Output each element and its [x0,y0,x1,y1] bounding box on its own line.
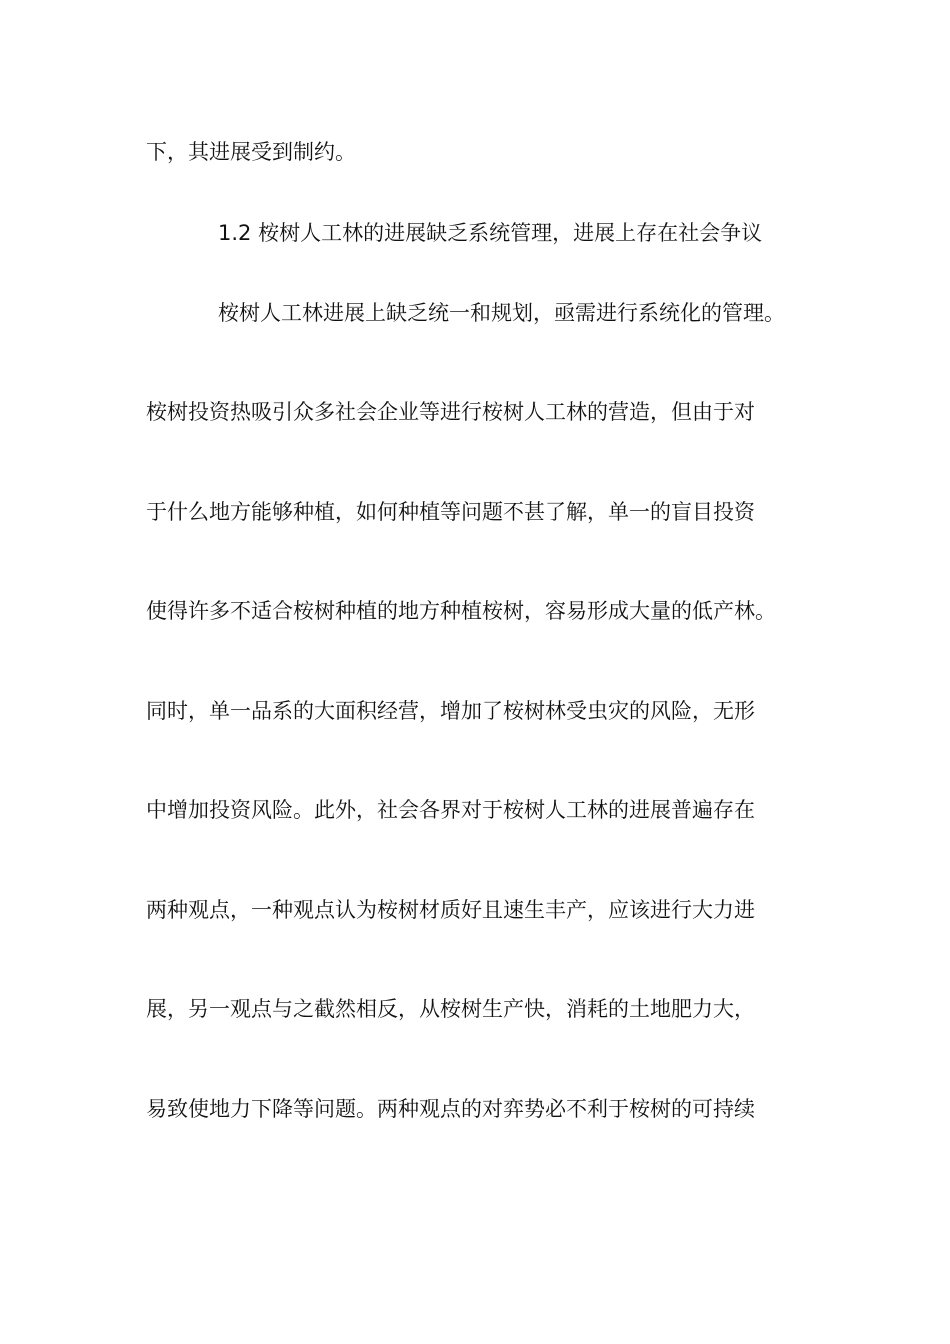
text-line-4: 桉树投资热吸引众多社会企业等进行桉树人工林的营造，但由于对 [146,400,755,424]
text-line-1: 下，其进展受到制约。 [146,140,356,164]
text-line-7: 同时，单一品系的大面积经营，增加了桉树林受虫灾的风险，无形 [146,699,755,723]
text-line-3: 桉树人工林进展上缺乏统一和规划，亟需进行系统化的管理。 [218,301,785,325]
text-line-10: 展，另一观点与之截然相反，从桉树生产快，消耗的土地肥力大， [146,997,755,1021]
text-line-11: 易致使地力下降等问题。两种观点的对弈势必不利于桉树的可持续 [146,1097,755,1121]
text-line-5: 于什么地方能够种植，如何种植等问题不甚了解，单一的盲目投资 [146,500,755,524]
text-line-8: 中增加投资风险。此外，社会各界对于桉树人工林的进展普遍存在 [146,798,755,822]
section-heading: 1.2 桉树人工林的进展缺乏系统管理，进展上存在社会争议 [218,221,763,245]
text-line-6: 使得许多不适合桉树种植的地方种植桉树，容易形成大量的低产林。 [146,599,776,623]
text-line-9: 两种观点，一种观点认为桉树材质好且速生丰产，应该进行大力进 [146,898,755,922]
